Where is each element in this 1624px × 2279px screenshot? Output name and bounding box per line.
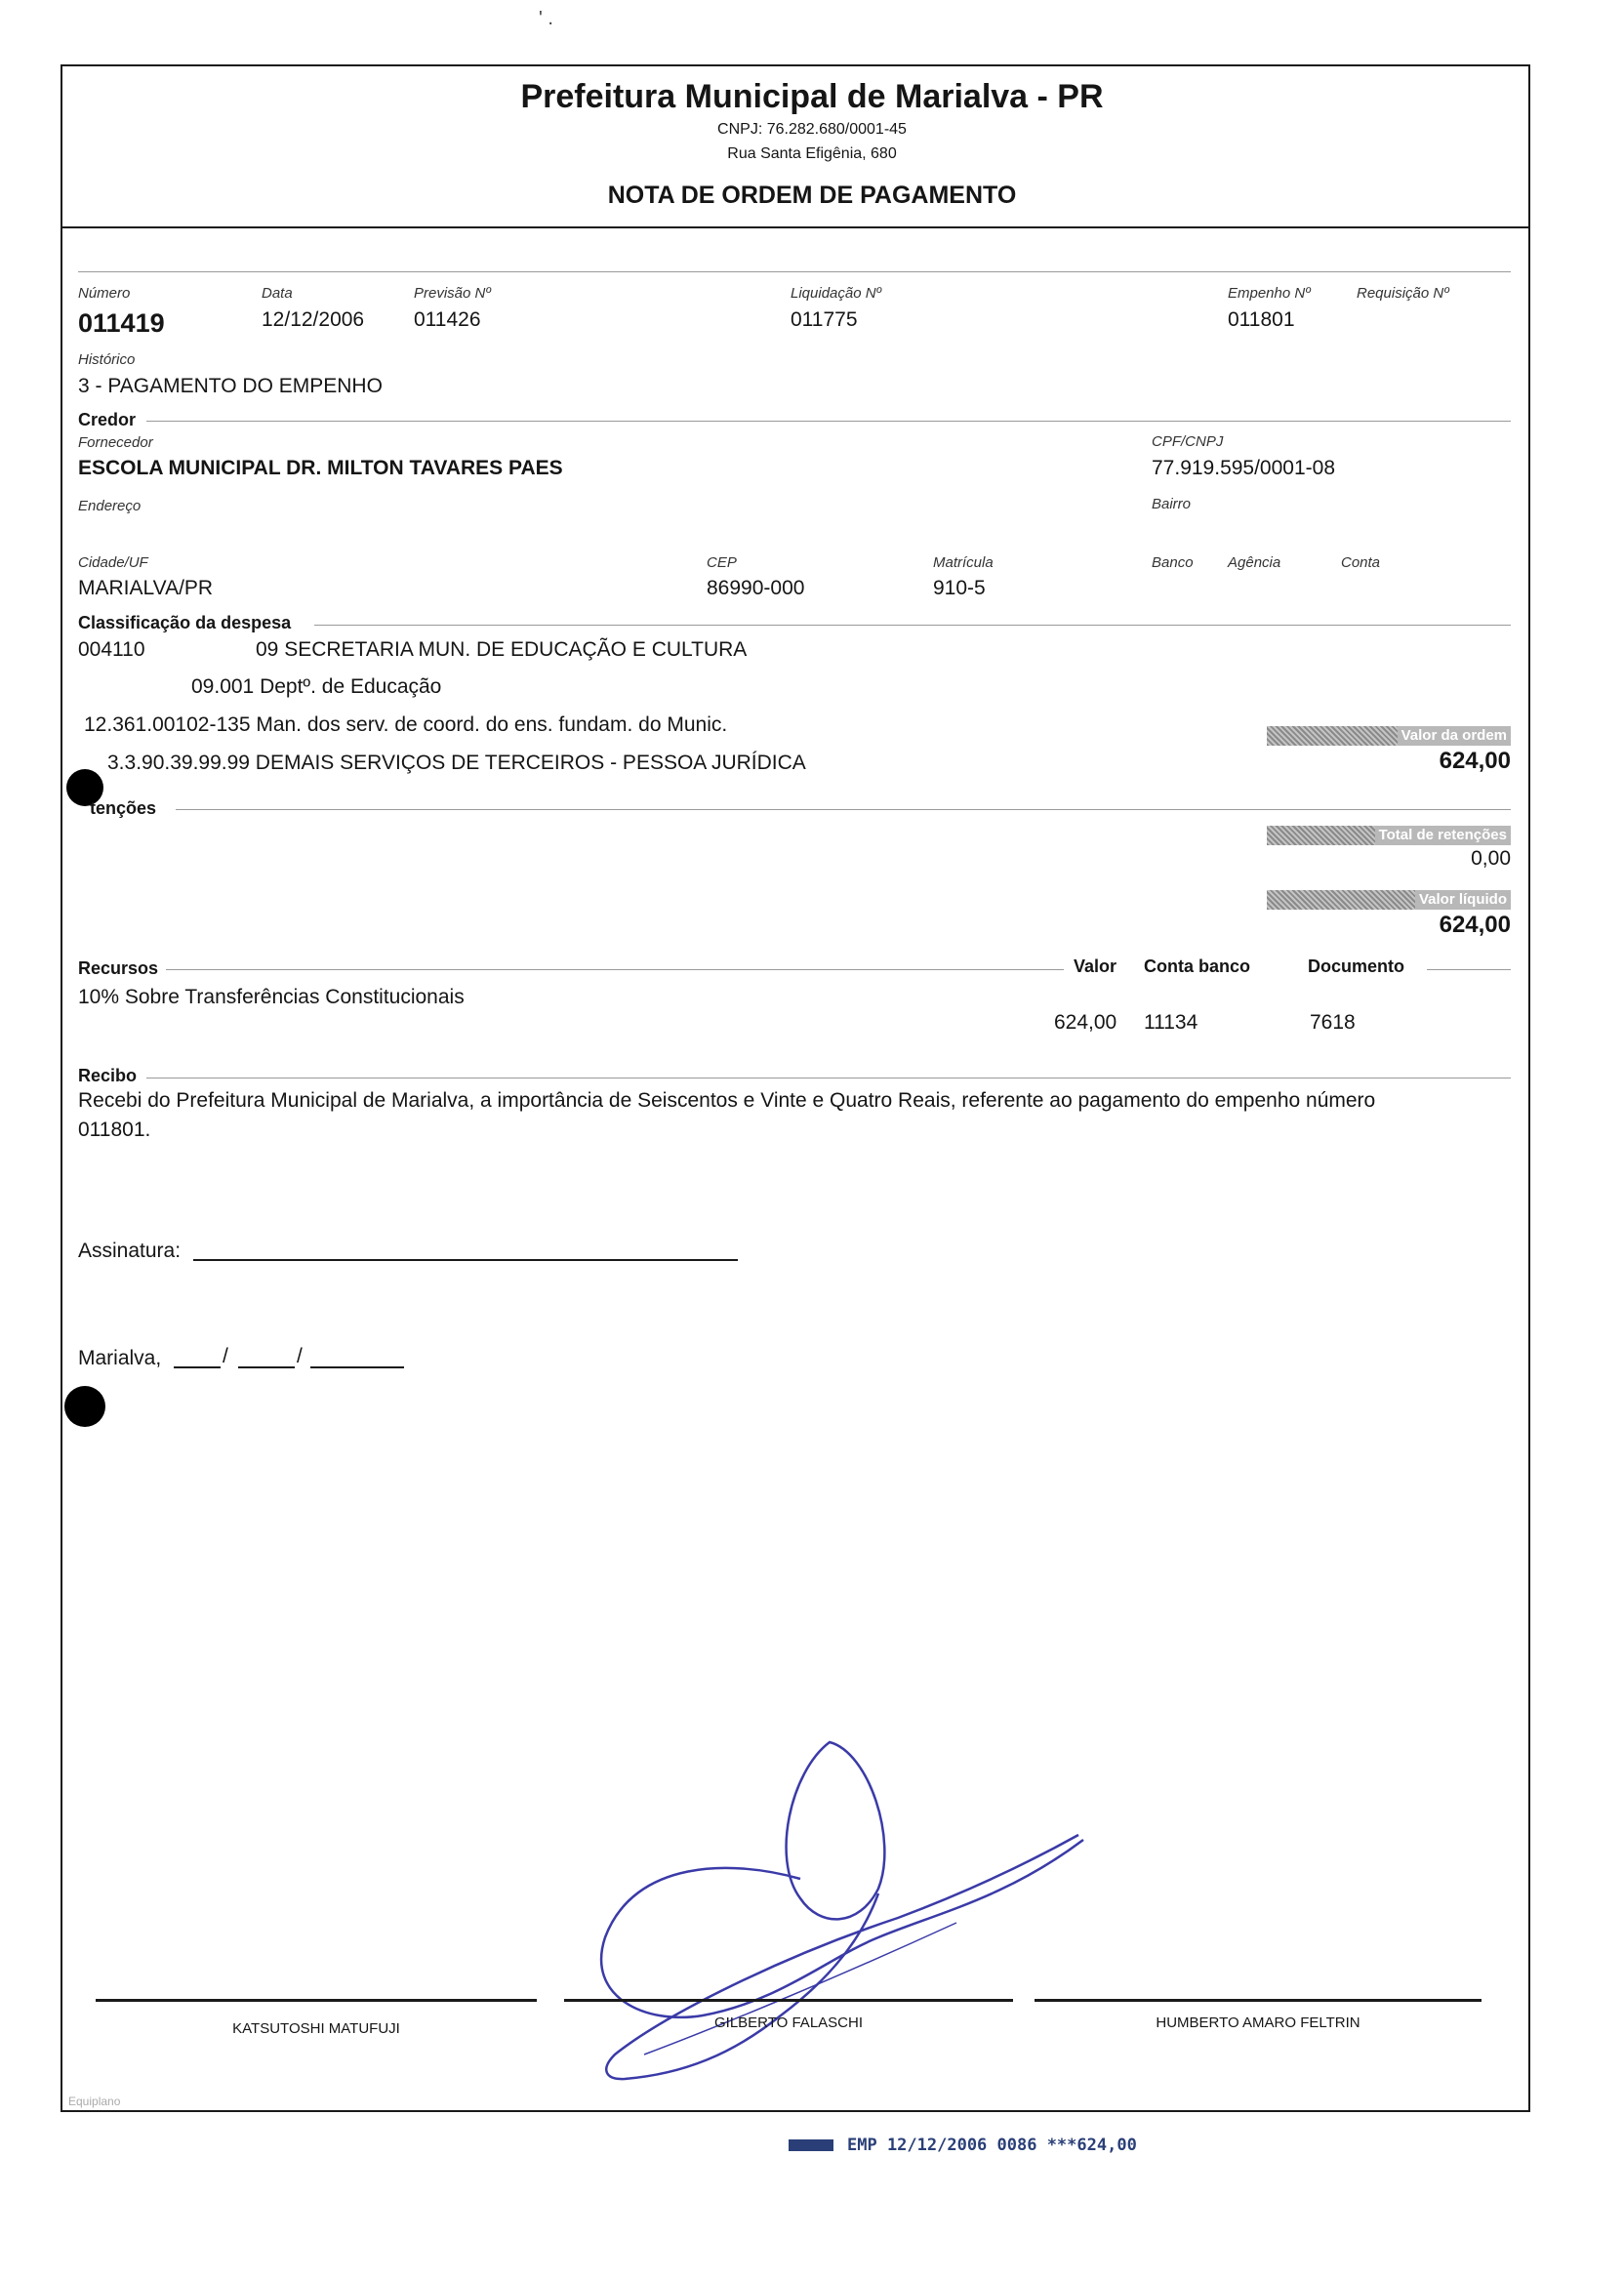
matricula-label: Matrícula xyxy=(933,554,994,571)
recursos-documento: 7618 xyxy=(1310,1011,1356,1034)
recursos-rule xyxy=(166,969,1064,970)
header-divider xyxy=(61,226,1528,228)
retencoes-section: tenções xyxy=(90,798,157,818)
mechanical-stamp xyxy=(789,2136,1137,2155)
recursos-rule-end xyxy=(1427,969,1511,970)
punch-hole-bottom xyxy=(64,1386,105,1427)
cep-value: 86990-000 xyxy=(707,577,805,599)
valor-ordem-label: Valor da ordem xyxy=(1398,726,1511,746)
historico-value: 3 - PAGAMENTO DO EMPENHO xyxy=(78,375,383,397)
valor-ordem-value: 624,00 xyxy=(1439,748,1511,774)
date-day-line xyxy=(174,1366,221,1368)
recursos-conta-label: Conta banco xyxy=(1144,956,1251,976)
valor-ordem-bar xyxy=(1267,726,1511,746)
cpf-label: CPF/CNPJ xyxy=(1152,433,1224,450)
recursos-valor: 624,00 xyxy=(1054,1011,1117,1034)
document-title: NOTA DE ORDEM DE PAGAMENTO xyxy=(607,182,1017,209)
signature-line-right xyxy=(1035,1999,1482,2002)
data-value: 12/12/2006 xyxy=(262,308,365,331)
valor-liquido-bar xyxy=(1267,890,1511,910)
total-retencoes-bar xyxy=(1267,826,1511,845)
credor-rule xyxy=(146,421,1511,422)
signatory-left: KATSUTOSHI MATUFUJI xyxy=(232,2020,400,2037)
recibo-section: Recibo xyxy=(78,1066,138,1085)
classificacao-rule xyxy=(314,625,1511,626)
bairro-label: Bairro xyxy=(1152,496,1192,512)
banco-label: Banco xyxy=(1152,554,1194,571)
valor-liquido-value: 624,00 xyxy=(1439,912,1511,938)
date-month-line xyxy=(238,1366,295,1368)
matricula-value: 910-5 xyxy=(933,577,986,599)
endereco-label: Endereço xyxy=(78,498,142,514)
cidade-label: Cidade/UF xyxy=(78,554,148,571)
recursos-valor-label: Valor xyxy=(1074,956,1117,976)
previsao-value: 011426 xyxy=(414,308,481,331)
local-label: Marialva, xyxy=(78,1347,162,1369)
recursos-descricao: 10% Sobre Transferências Constitucionais xyxy=(78,986,465,1008)
liquidacao-value: 011775 xyxy=(791,308,858,331)
software-credit: Equiplano xyxy=(68,2095,121,2108)
secretaria-value: 09 SECRETARIA MUN. DE EDUCAÇÃO E CULTURA xyxy=(256,638,748,661)
total-retencoes-label: Total de retenções xyxy=(1375,826,1511,845)
recursos-documento-label: Documento xyxy=(1308,956,1404,976)
recibo-text-line2: 011801. xyxy=(78,1119,151,1141)
address-line: Rua Santa Efigênia, 680 xyxy=(727,145,897,162)
agencia-label: Agência xyxy=(1228,554,1281,571)
signature-line-left xyxy=(96,1999,537,2002)
date-year-line xyxy=(310,1366,404,1368)
cidade-value: MARIALVA/PR xyxy=(78,577,214,599)
numero-label: Número xyxy=(78,285,131,302)
cnpj-line: CNPJ: 76.282.680/0001-45 xyxy=(717,121,907,138)
empenho-value: 011801 xyxy=(1228,308,1295,331)
liquidacao-label: Liquidação Nº xyxy=(791,285,882,302)
signatory-right: HUMBERTO AMARO FELTRIN xyxy=(1156,2014,1360,2031)
recursos-section: Recursos xyxy=(78,958,159,978)
recursos-conta: 11134 xyxy=(1144,1011,1198,1034)
date-slash-2: / xyxy=(297,1345,303,1367)
stamp-logo-icon xyxy=(789,2139,833,2151)
classificacao-code: 004110 xyxy=(78,638,145,661)
municipality-title: Prefeitura Municipal de Marialva - PR xyxy=(520,78,1104,115)
signatory-center: GILBERTO FALASCHI xyxy=(714,2014,863,2031)
credor-section: Credor xyxy=(78,410,137,429)
departamento-value: 09.001 Deptº. de Educação xyxy=(191,675,442,698)
valor-liquido-label: Valor líquido xyxy=(1415,890,1511,910)
classificacao-section: Classificação da despesa xyxy=(78,613,292,632)
date-slash-1: / xyxy=(223,1345,228,1367)
signature-line-center xyxy=(564,1999,1013,2002)
historico-label: Histórico xyxy=(78,351,136,368)
empenho-label: Empenho Nº xyxy=(1228,285,1311,302)
elemento-value: 3.3.90.39.99.99 DEMAIS SERVIÇOS DE TERCEIROS - PESSOA JURÍDICA xyxy=(107,752,806,774)
cpf-value: 77.919.595/0001-08 xyxy=(1152,457,1336,479)
stamp-text: EMP 12/12/2006 0086 ***624,00 xyxy=(847,2136,1137,2155)
assinatura-line xyxy=(193,1259,738,1261)
order-top-rule xyxy=(78,271,1511,272)
recibo-text-line1: Recebi do Prefeitura Municipal de Marialva, a importância de Seiscentos e Vinte e Quatro Reais, referente ao pagamento do empenho número xyxy=(78,1089,1376,1112)
numero-value: 011419 xyxy=(78,308,165,338)
assinatura-label: Assinatura: xyxy=(78,1240,182,1262)
total-retencoes-value: 0,00 xyxy=(1471,847,1511,870)
cep-label: CEP xyxy=(707,554,737,571)
previsao-label: Previsão Nº xyxy=(414,285,491,302)
requisicao-label: Requisição Nº xyxy=(1357,285,1449,302)
data-label: Data xyxy=(262,285,293,302)
fornecedor-value: ESCOLA MUNICIPAL DR. MILTON TAVARES PAES xyxy=(78,457,563,479)
handwritten-signature xyxy=(586,1732,1093,2094)
scan-marks: ' . xyxy=(539,8,553,29)
conta-label: Conta xyxy=(1341,554,1381,571)
programa-value: 12.361.00102-135 Man. dos serv. de coord. do ens. fundam. do Munic. xyxy=(84,713,728,736)
fornecedor-label: Fornecedor xyxy=(78,434,153,451)
retencoes-rule xyxy=(176,809,1511,810)
